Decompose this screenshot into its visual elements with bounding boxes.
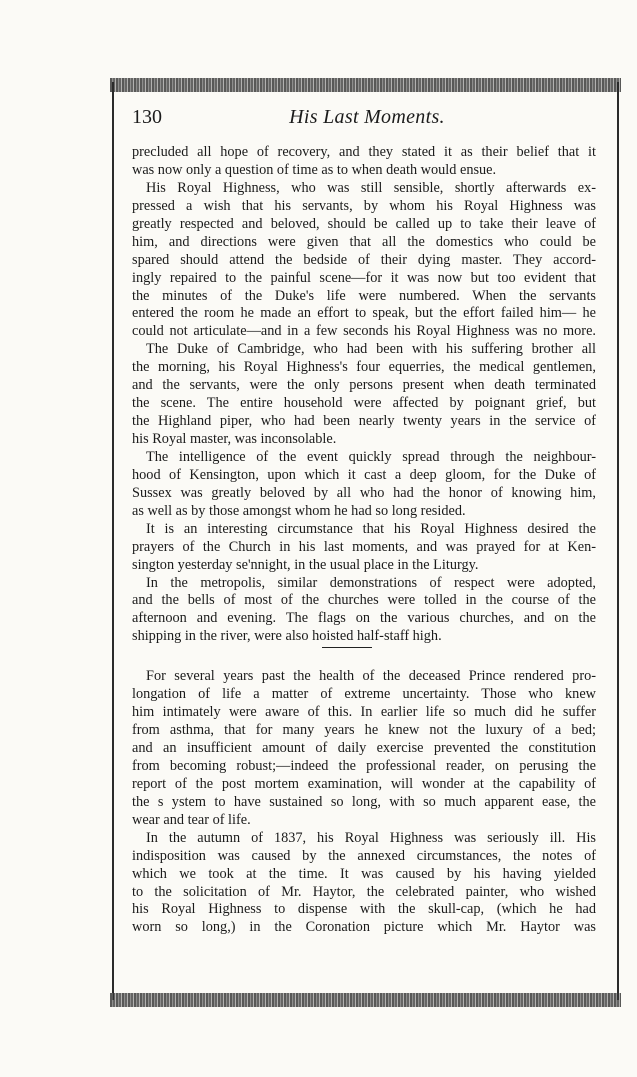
text-line: entered the room he made an effort to speak, but the effort failed him— he <box>132 305 596 322</box>
text-line: his Royal master, was inconsolable. <box>132 431 337 447</box>
text-line: from becoming robust;—indeed the professional reader, on perusing the <box>132 757 596 774</box>
text-line: from asthma, that for many years he knew not the luxury of a bed; <box>132 722 596 739</box>
text-line: indisposition was caused by the annexed circumstances, the notes of <box>132 847 596 864</box>
text-line: and the bells of most of the churches were tolled in the course of the <box>132 592 596 609</box>
text-line: longation of life a matter of extreme uncertainty. Those who knew <box>132 686 596 703</box>
text-line: report of the post mortem examination, will wonder at the capability of <box>132 775 596 792</box>
text-line: the minutes of the Duke's life were numbered. When the servants <box>132 287 596 304</box>
text-line: could not articulate—and in a few seconds his Royal Highness was no more. <box>132 323 596 340</box>
text-line: ingly repaired to the painful scene—for it was now but too evident that <box>132 269 596 286</box>
text-line: The Duke of Cambridge, who had been with his suffering brother all <box>146 341 596 358</box>
text-line: In the metropolis, similar demonstrations of respect were adopted, <box>146 574 596 591</box>
text-line: and the servants, were the only persons present when death terminated <box>132 377 596 394</box>
text-line: sington yesterday se'nnight, in the usual place in the Liturgy. <box>132 556 479 573</box>
page-number: 130 <box>132 106 162 128</box>
text-line: worn so long,) in the Coronation picture which Mr. Haytor was <box>132 919 596 936</box>
text-line: His Royal Highness, who was still sensible, shortly afterwards ex- <box>146 179 596 196</box>
text-line: greatly respected and beloved, should be called up to take their leave of <box>132 215 596 232</box>
text-line: precluded all hope of recovery, and they stated it as their belief that it <box>132 144 596 160</box>
text-line: and an insufficient amount of daily exercise prevented the constitution <box>132 740 596 756</box>
text-line: spared should attend the bedside of their dying master. They accord- <box>132 251 596 268</box>
bottom-border-rule <box>110 993 621 1007</box>
text-line: the Highland piper, who had been nearly twenty years in the service of <box>132 413 596 430</box>
text-line: his Royal Highness to dispense with the skull-cap, (which he had <box>132 901 596 918</box>
text-line: him intimately were aware of this. In earlier life so much did he suffer <box>132 704 596 721</box>
text-line: afternoon and evening. The flags on the various churches, and on the <box>132 610 596 627</box>
text-line: pressed a wish that his servants, by whom his Royal Highness was <box>132 197 596 214</box>
text-line: the s ystem to have sustained so long, with so much apparent ease, the <box>132 793 596 810</box>
text-line: which we took at the time. It was caused by his having yielded <box>132 865 596 882</box>
running-title: His Last Moments. <box>289 106 445 128</box>
text-line: him, and directions were given that all the domestics who could be <box>132 233 596 250</box>
text-line: It is an interesting circumstance that his Royal Highness desired the <box>146 520 596 537</box>
text-line: as well as by those amongst whom he had so long resided. <box>132 502 466 519</box>
text-line: hood of Kensington, upon which it cast a deep gloom, for the Duke of <box>132 466 596 483</box>
running-header <box>132 106 602 136</box>
section-divider <box>132 646 596 668</box>
text-line: shipping in the river, were also hoisted half-staff high. <box>132 628 442 645</box>
text-line: to the solicitation of Mr. Haytor, the celebrated painter, who wished <box>132 883 596 900</box>
text-line: prayers of the Church in his last moments, and was prayed for at Ken- <box>132 538 596 555</box>
text-line: In the autumn of 1837, his Royal Highness was seriously ill. His <box>146 829 596 846</box>
text-line: was now only a question of time as to when death would ensue. <box>132 161 497 178</box>
text-line: the scene. The entire household were affected by poignant grief, but <box>132 395 596 412</box>
text-line: For several years past the health of the deceased Prince rendered pro- <box>146 668 596 685</box>
text-line: wear and tear of life. <box>132 811 251 828</box>
text-line: Sussex was greatly beloved by all who had the honor of knowing him, <box>132 484 596 501</box>
text-line: The intelligence of the event quickly spread through the neighbour- <box>146 448 596 465</box>
body-text <box>132 144 596 937</box>
text-line: the morning, his Royal Highness's four equerries, the medical gentlemen, <box>132 359 596 376</box>
